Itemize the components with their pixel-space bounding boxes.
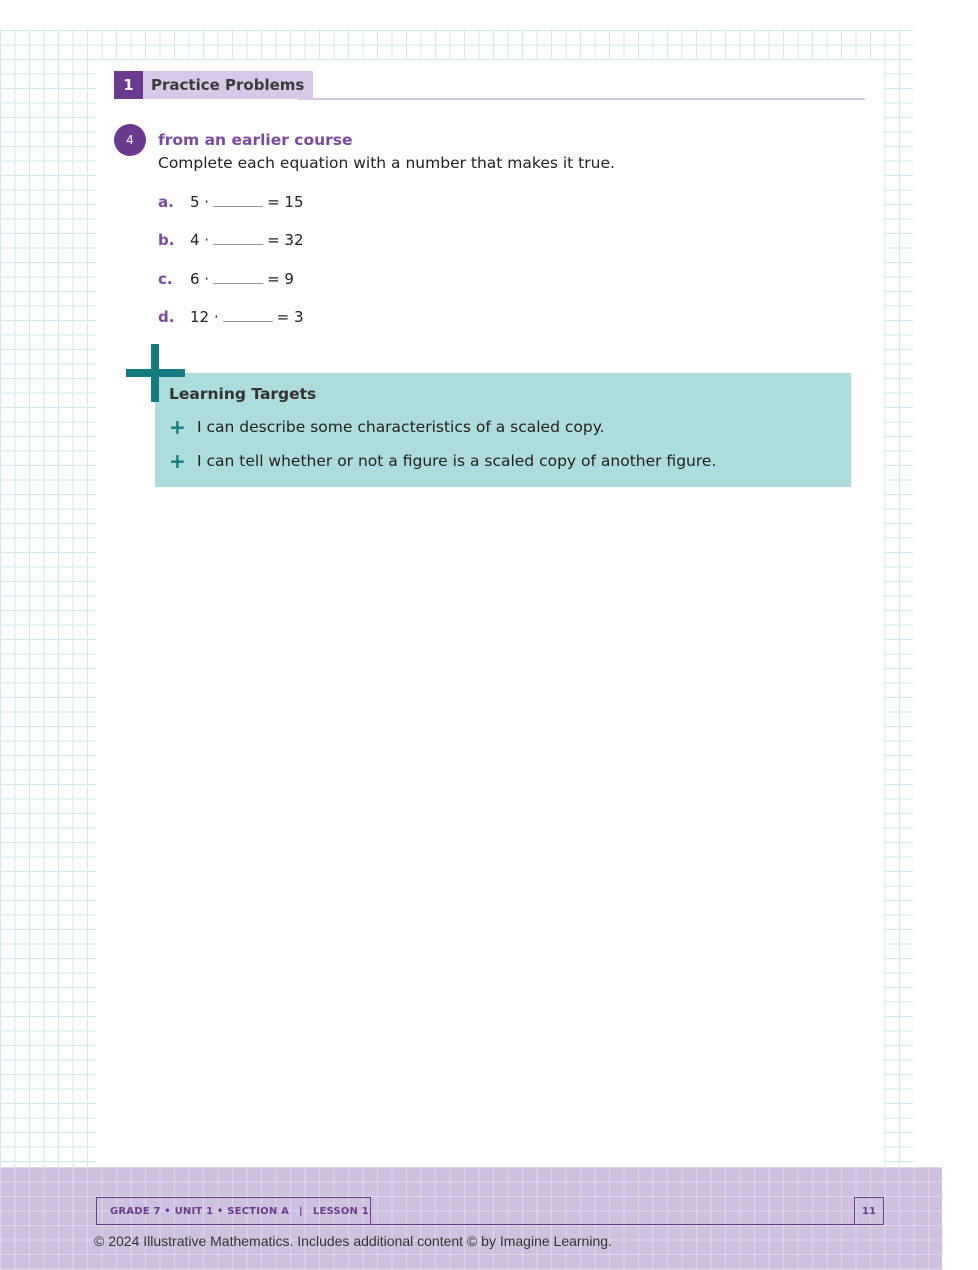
learning-target-item: [169, 417, 605, 437]
answer-blank[interactable]: [213, 282, 263, 284]
footer-course: GRADE 7 • UNIT 1 • SECTION A: [110, 1205, 290, 1217]
learning-target-text: I can describe some characteristics of a scaled copy.: [197, 418, 605, 436]
problem-item-a: [158, 193, 304, 213]
problem-item-c: [158, 270, 294, 290]
item-right: = 9: [267, 270, 294, 288]
learning-target-text: I can tell whether or not a figure is a scaled copy of another figure.: [197, 452, 717, 470]
item-label: d.: [158, 308, 175, 326]
footer-rule: [371, 1224, 854, 1225]
learning-targets-title: Learning Targets: [169, 385, 317, 403]
item-right: = 3: [276, 308, 304, 326]
item-left: 5 ·: [190, 193, 210, 211]
answer-blank[interactable]: [223, 320, 273, 322]
section-header: [114, 71, 313, 99]
problem-item-b: [158, 231, 304, 251]
item-right: = 15: [267, 193, 304, 211]
item-label: c.: [158, 270, 173, 288]
footer-separator: |: [299, 1205, 303, 1217]
problem-source: from an earlier course: [158, 131, 353, 149]
section-title: Practice Problems: [143, 71, 313, 99]
item-label: a.: [158, 193, 174, 211]
answer-blank[interactable]: [213, 205, 263, 207]
item-left: 12 ·: [190, 308, 219, 326]
plus-icon-bar: [126, 369, 185, 377]
plus-bullet-icon: +: [169, 415, 186, 439]
item-left: 6 ·: [190, 270, 210, 288]
problem-instruction: Complete each equation with a number that makes it true.: [158, 154, 615, 172]
problem-item-d: [158, 308, 304, 328]
answer-blank[interactable]: [213, 243, 263, 245]
item-left: 4 ·: [190, 231, 210, 249]
copyright-notice: © 2024 Illustrative Mathematics. Includes additional content © by Imagine Learning.: [94, 1233, 612, 1249]
item-label: b.: [158, 231, 175, 249]
section-number: 1: [114, 71, 143, 99]
page-number: 11: [854, 1197, 884, 1225]
plus-bullet-icon: +: [169, 449, 186, 473]
footer-course-label: [96, 1197, 371, 1225]
footer-lesson: LESSON 1: [312, 1205, 369, 1217]
problem-number-badge: 4: [114, 124, 146, 156]
header-divider: [298, 98, 865, 100]
learning-target-item: [169, 451, 716, 471]
item-right: = 32: [267, 231, 304, 249]
